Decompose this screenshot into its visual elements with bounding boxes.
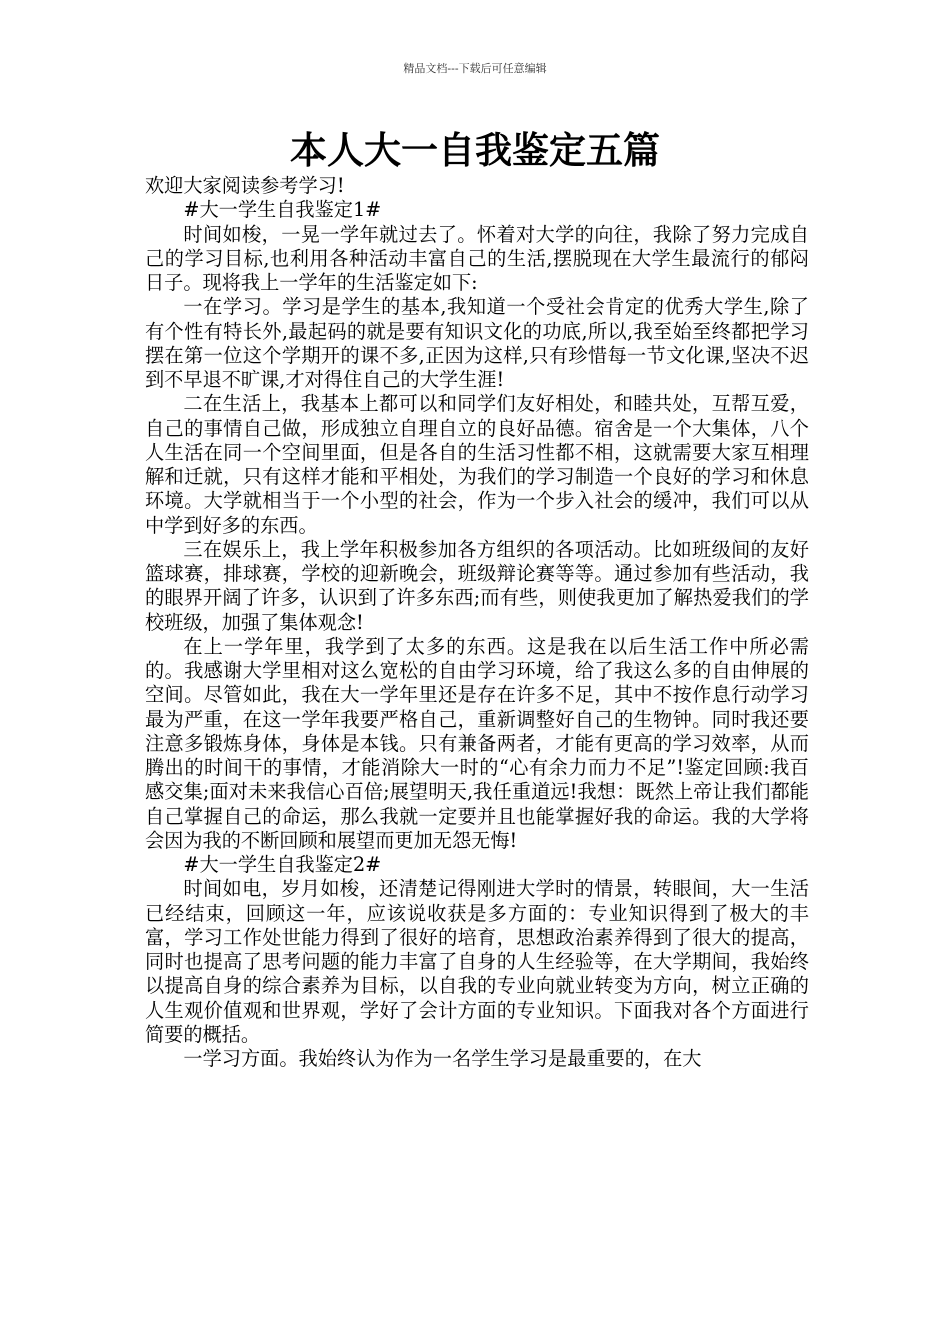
section-heading-2: #大一学生自我鉴定2# bbox=[183, 853, 382, 876]
body-paragraph: 二在生活上，我基本上都可以和同学们友好相处，和睦共处，互帮互爱，自己的事情自己做，形成独立自理自立的良好品德。宿舍是一个大集体，八个人生活在同一个空间里面，但是各自的生活习性都不相，这就需要大家互相理解和迁就，只有这样才能和平相处，为我们的学习制造一个良好的学习和休息环境。大学就相当于一个小型的社会，作为一个步入社会的缓冲，我们可以从中学到好多的东西。 bbox=[145, 392, 809, 537]
body-paragraph: 时间如电，岁月如梭，还清楚记得刚进大学时的情景，转眼间，大一生活已经结束，回顾这一年，应该说收获是多方面的：专业知识得到了极大的丰富，学习工作处世能力得到了很好的培育，思想政治素养得到了很大的提高，同时也提高了思考问题的能力丰富了自身的人生经验等，在大学期间，我始终以提高自身的综合素养为目标，以自我的专业向就业转变为方向，树立正确的人生观价值观和世界观，学好了会计方面的专业知识。下面我对各个方面进行简要的概括。 bbox=[145, 877, 809, 1046]
body-paragraph: 三在娱乐上，我上学年积极参加各方组织的各项活动。比如班级间的友好篮球赛，排球赛，学校的迎新晚会，班级辩论赛等等。通过参加有些活动，我的眼界开阔了许多，认识到了许多东西;而有些，则使我更加了解热爱我们的学校班级，加强了集体观念! bbox=[145, 537, 809, 634]
body-paragraph: 一学习方面。我始终认为作为一名学生学习是最重要的，在大 bbox=[183, 1047, 702, 1070]
body-paragraph: 时间如梭，一晃一学年就过去了。怀着对大学的向往，我除了努力完成自己的学习目标,也利用各种活动丰富自己的生活,摆脱现在大学生最流行的郁闷日子。现将我上一学年的生活鉴定如下: bbox=[145, 222, 809, 294]
body-paragraph: 在上一学年里，我学到了太多的东西。这是我在以后生活工作中所必需的。我感谢大学里相对这么宽松的自由学习环境，给了我这么多的自由伸展的空间。尽管如此，我在大一学年里还是存在许多不足，其中不按作息行动学习最为严重，在这一学年我要严格自己，重新调整好自己的生物钟。同时我还要注意多锻炼身体，身体是本钱。只有兼备两者，才能有更高的学习效率，从而腾出的时间干的事情，才能消除大一时的“心有余力而力不足”!鉴定回顾:我百感交集;面对未来我信心百倍;展望明天,我任重道远!我想：既然上帝让我们都能自己掌握自己的命运，那么我就一定要并且也能掌握好我的命运。我的大学将会因为我的不断回顾和展望而更加无怨无悔! bbox=[145, 634, 809, 852]
document-body bbox=[145, 174, 809, 1071]
greeting-paragraph: 欢迎大家阅读参考学习! bbox=[145, 174, 345, 197]
section-heading-1: #大一学生自我鉴定1# bbox=[183, 198, 382, 222]
document-title: 本人大一自我鉴定五篇 bbox=[290, 129, 660, 172]
page-header: 精品文档---下载后可任意编辑 bbox=[403, 62, 547, 75]
body-paragraph: 一在学习。学习是学生的基本,我知道一个受社会肯定的优秀大学生,除了有个性有特长外,最起码的就是要有知识文化的功底,所以,我至始至终都把学习摆在第一位这个学期开的课不多,正因为这样,只有珍惜每一节文化课,坚决不迟到不早退不旷课,才对得住自己的大学生涯! bbox=[145, 295, 809, 391]
